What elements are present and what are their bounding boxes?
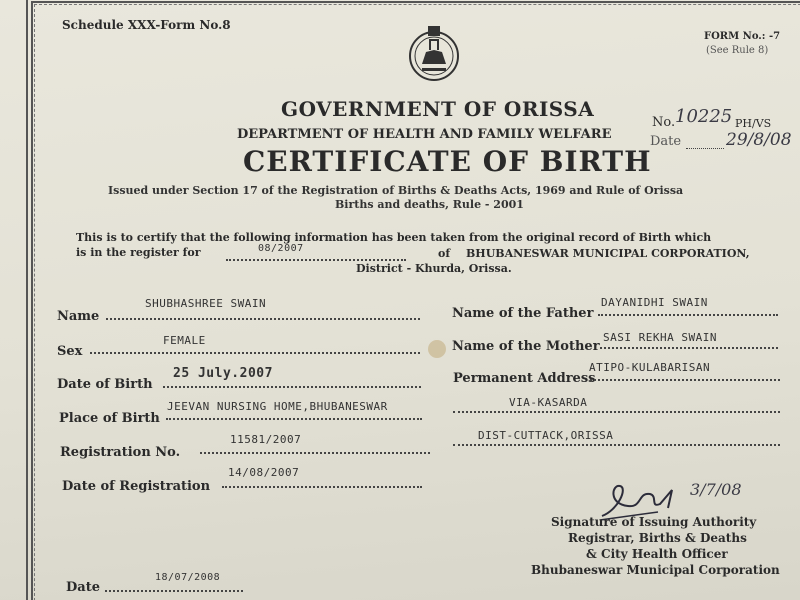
father-label: Name of the Father xyxy=(452,306,594,321)
pob-label: Place of Birth xyxy=(59,411,160,426)
register-period: 08/2007 xyxy=(258,243,304,254)
registration-date-label: Date of Registration xyxy=(62,479,211,494)
address-label: Permanent Address xyxy=(453,371,596,386)
certificate-number-suffix: PH/VS xyxy=(735,117,772,130)
corporation-signature: Bhubaneswar Municipal Corporation xyxy=(531,563,780,577)
signature-handwritten-date: 3/7/08 xyxy=(690,480,742,499)
address-line3: DIST-CUTTACK,ORISSA xyxy=(478,429,614,442)
signature-authority: Signature of Issuing Authority xyxy=(551,515,757,529)
corporation-name: BHUBANESWAR MUNICIPAL CORPORATION, xyxy=(466,247,750,260)
department-title: DEPARTMENT OF HEALTH AND FAMILY WELFARE xyxy=(237,127,612,142)
name-value: SHUBHASHREE SWAIN xyxy=(145,297,267,310)
address-line1: ATIPO-KULABARISAN xyxy=(589,361,711,374)
certificate-number-label: No. xyxy=(652,115,676,130)
certificate-title: CERTIFICATE OF BIRTH xyxy=(243,145,652,178)
registrar-title: Registrar, Births & Deaths xyxy=(568,531,747,545)
state-emblem-icon xyxy=(408,22,460,82)
registration-no-value: 11581/2007 xyxy=(230,433,302,446)
issue-date-label: Date xyxy=(650,134,682,149)
sex-value: FEMALE xyxy=(163,334,206,347)
government-title: GOVERNMENT OF ORISSA xyxy=(281,97,595,121)
address-line2: VIA-KASARDA xyxy=(509,396,588,409)
name-label: Name xyxy=(57,309,100,324)
mother-value: SASI REKHA SWAIN xyxy=(603,331,717,344)
mother-label: Name of the Mother xyxy=(452,339,600,354)
pob-value: JEEVAN NURSING HOME,BHUBANESWAR xyxy=(167,400,388,413)
registration-no-label: Registration No. xyxy=(60,445,181,460)
certificate-number: 10225 xyxy=(675,106,733,127)
registration-date-value: 14/08/2007 xyxy=(228,466,300,479)
issue-date: 29/8/08 xyxy=(726,130,792,150)
issued-under-line1: Issued under Section 17 of the Registration of Births & Deaths Acts, 1969 and Rule of Orissa xyxy=(108,184,684,197)
dob-label: Date of Birth xyxy=(57,377,153,392)
certify-line2-prefix: is in the register for xyxy=(76,246,201,259)
schedule-label: Schedule XXX-Form No.8 xyxy=(62,18,231,32)
issued-under-line2: Births and deaths, Rule - 2001 xyxy=(335,198,524,211)
dob-value: 25 July.2007 xyxy=(173,366,273,381)
health-officer-title: & City Health Officer xyxy=(586,547,728,561)
father-value: DAYANIDHI SWAIN xyxy=(601,296,708,309)
certify-line1: This is to certify that the following information has been taken from the original record of Birth which xyxy=(76,231,712,244)
paper-stain xyxy=(428,340,446,358)
sex-label: Sex xyxy=(57,344,83,359)
footer-date-label: Date xyxy=(66,580,100,595)
see-rule: (See Rule 8) xyxy=(706,45,769,56)
footer-date-value: 18/07/2008 xyxy=(155,572,221,583)
certify-of: of xyxy=(438,247,451,260)
district-name: District - Khurda, Orissa. xyxy=(356,262,512,275)
form-number: FORM No.: -7 xyxy=(704,31,781,42)
